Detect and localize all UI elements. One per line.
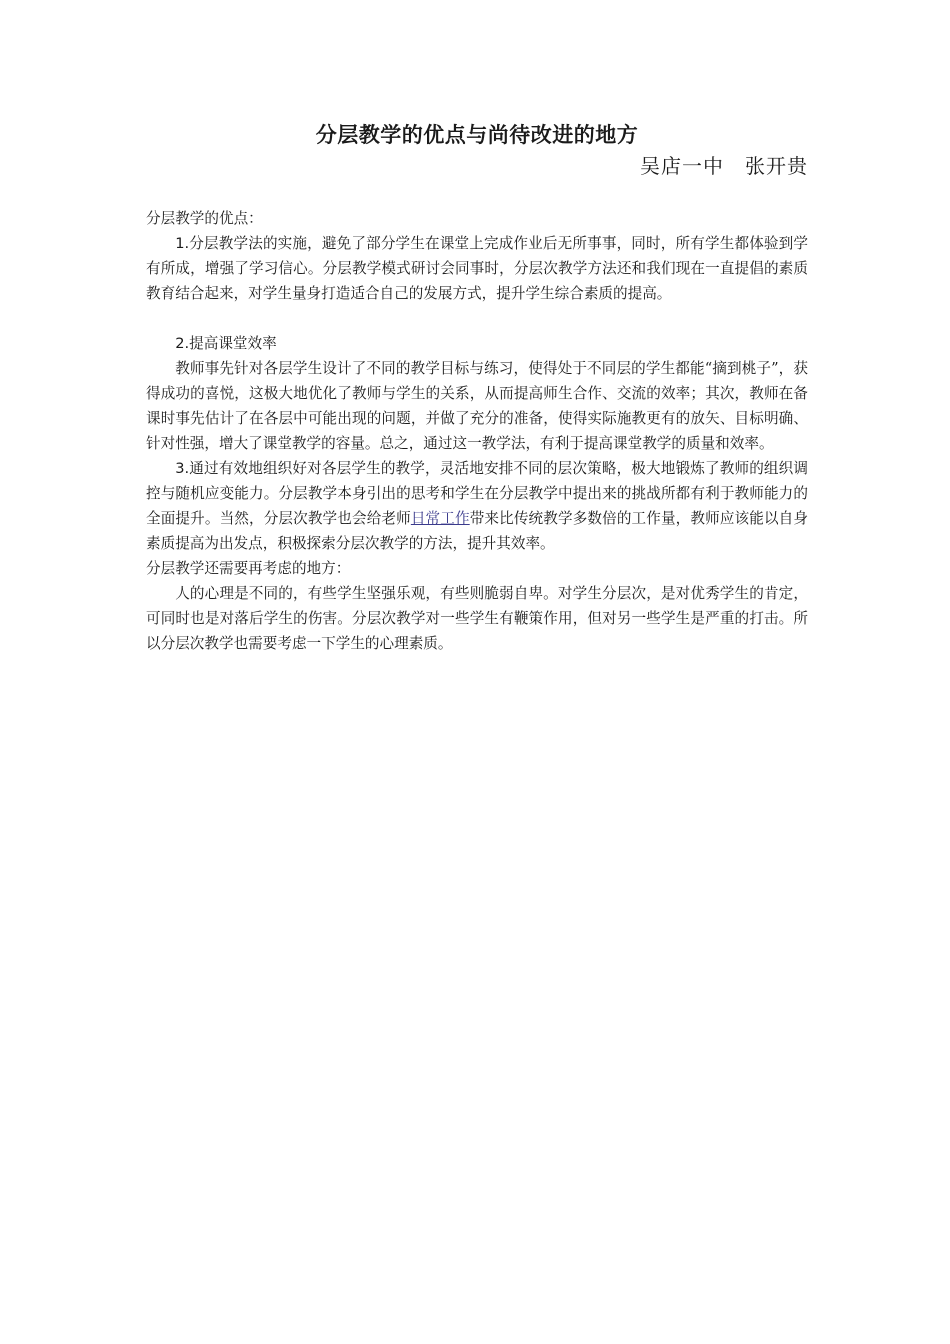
section-improvements-paragraph: 人的心理是不同的，有些学生坚强乐观，有些则脆弱自卑。对学生分层次，是对优秀学生的肯定，可同时也是对落后学生的伤害。分层次教学对一些学生有鞭策作用，但对另一些学生是严重的打击。所以分层次教学也需要考虑一下学生的心理素质。 — [146, 585, 808, 652]
point-3-text-before-link: 通过有效地组织好对各层学生的教学，灵活地安排不同的层次策略，极大地锻炼了教师的组织调控与随机应变能力。分层教学本身引出的思考和学生在分层教学中提出来的挑战所都有利于教师能力的全面提升。当然，分层次教学也会给老师 — [146, 460, 808, 527]
point-3-number: 3. — [175, 460, 190, 477]
document-author: 吴店一中 张开贵 — [640, 154, 808, 178]
point-1-text: 分层教学法的实施，避免了部分学生在课堂上完成作业后无所事事，同时，所有学生都体验到学有所成，增强了学习信心。分层教学模式研讨会同事时，分层次教学方法还和我们现在一直提倡的素质教育结合起来，对学生量身打造适合自己的发展方式，提升学生综合素质的提高。 — [146, 235, 808, 302]
point-1-number: 1. — [175, 235, 190, 252]
point-2-paragraph: 教师事先针对各层学生设计了不同的教学目标与练习，使得处于不同层的学生都能“摘到桃子”，获得成功的喜悦，这极大地优化了教师与学生的关系，从而提高师生合作、交流的效率；其次，教师在备课时事先估计了在各层中可能出现的问题，并做了充分的准备，使得实际施教更有的放矢、目标明确、针对性强，增大了课堂教学的容量。总之，通过这一教学法，有利于提高课堂教学的质量和效率。 — [146, 360, 808, 452]
point-1-paragraph — [146, 231, 808, 306]
point-3-paragraph — [146, 456, 808, 556]
section-advantages-label: 分层教学的优点： — [146, 210, 263, 227]
point-2-number: 2. — [175, 335, 190, 352]
section-improvements-label: 分层教学还需要再考虑的地方： — [146, 560, 351, 577]
paragraph-gap — [146, 306, 808, 331]
daily-work-link[interactable]: 日常工作 — [410, 510, 470, 527]
point-3-text-after-link: 带来比传统教学多数倍的工作量，教师应该能以自身素质提高为出发点，积极探索分层次教学的方法，提升其效率。 — [146, 510, 808, 552]
document-title: 分层教学的优点与尚待改进的地方 — [315, 123, 639, 147]
document-page — [146, 120, 808, 656]
point-2-heading-text: 提高课堂效率 — [189, 335, 277, 352]
point-2-heading — [146, 331, 808, 356]
